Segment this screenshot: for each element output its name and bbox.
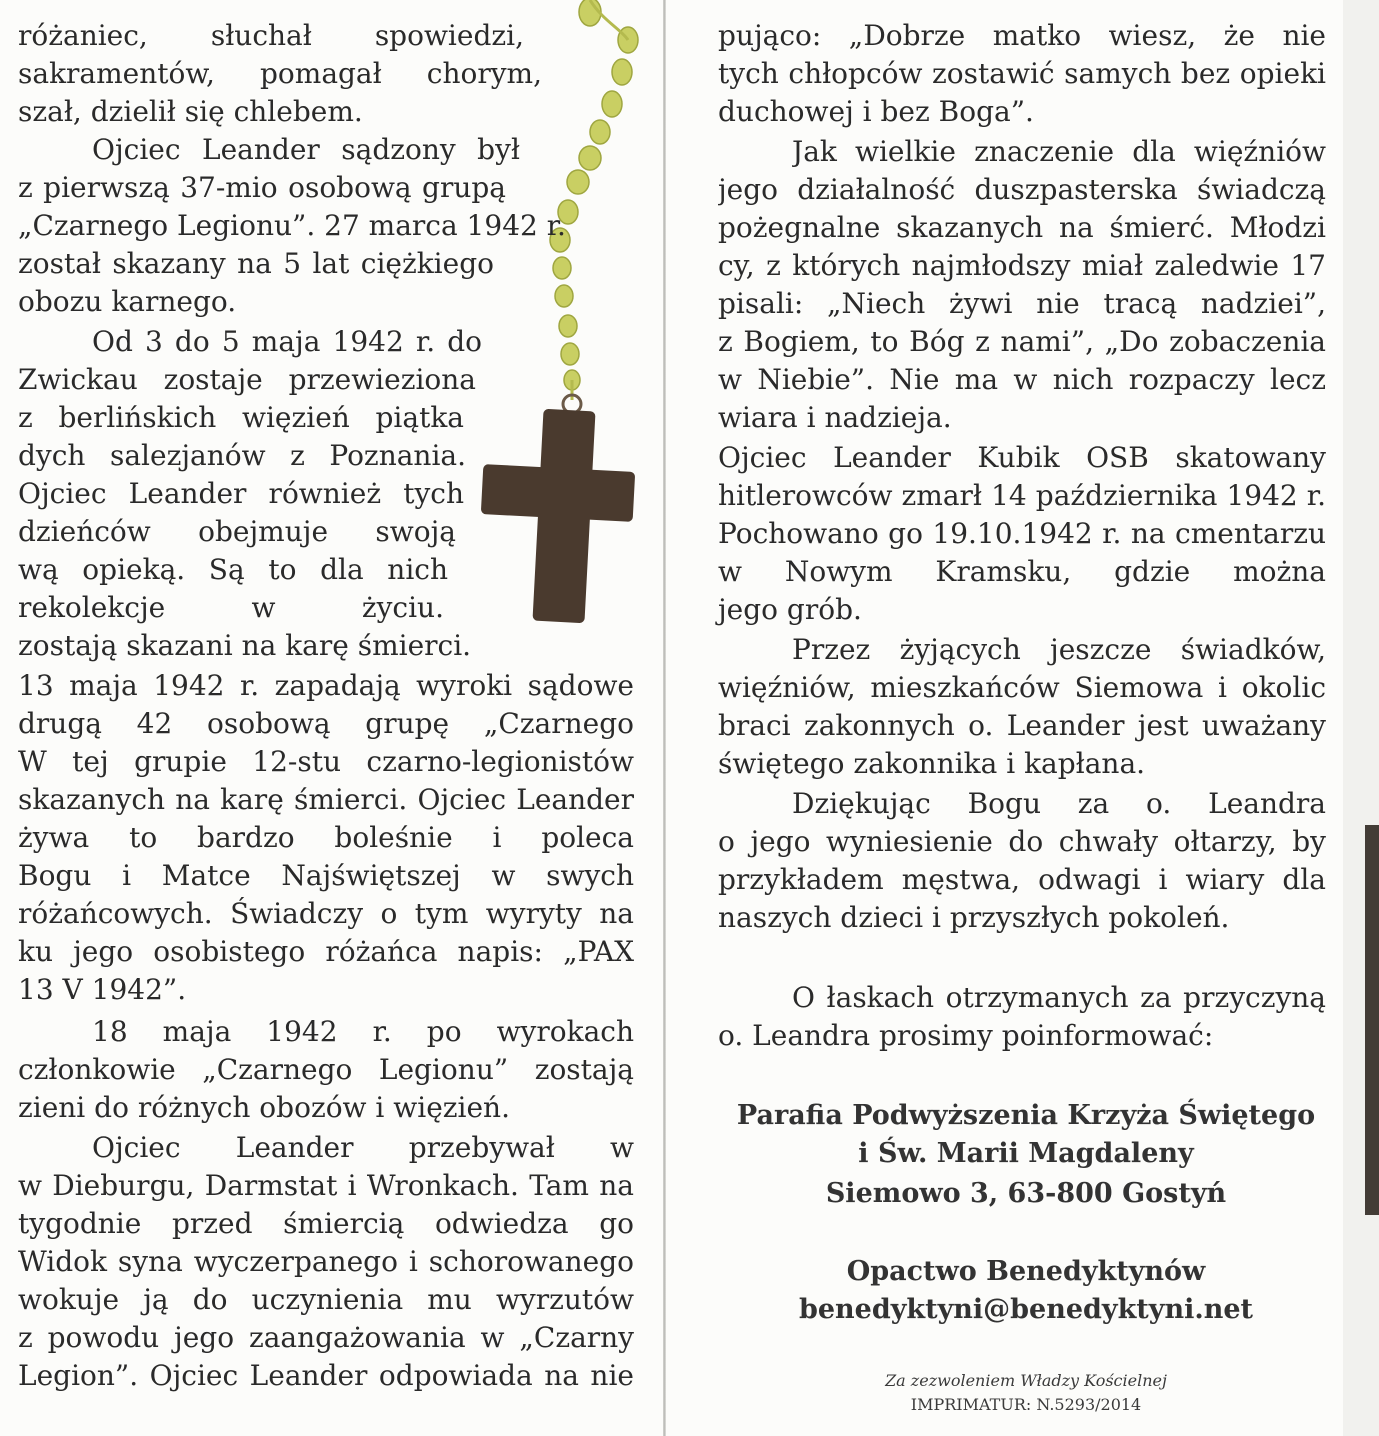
right-column-text-line: z Bogiem, to Bóg z nami”, „Do zobaczenia: [718, 325, 1326, 358]
right-column-text-line: Jak wielkie znaczenie dla więźniów: [792, 135, 1326, 168]
left-column-text-line: różańcowych. Świadczy o tym wyryty na: [18, 897, 634, 930]
right-column-text-line: braci zakonnych o. Leander jest uważany: [718, 709, 1326, 742]
right-column-text-line: o jego wyniesienie do chwały ołtarzy, by: [718, 825, 1326, 858]
left-column-text-line: Od 3 do 5 maja 1942 r. do: [92, 325, 482, 358]
right-column-text-line: cy, z których najmłodszy miał zaledwie 17: [718, 249, 1326, 282]
imprimatur-number: IMPRIMATUR: N.5293/2014: [910, 1395, 1142, 1414]
left-column-text-line: z pierwszą 37-mio osobową grupą: [18, 171, 506, 204]
left-page: [0, 0, 664, 1436]
left-column-text-line: został skazany na 5 lat ciężkiego: [18, 247, 494, 280]
left-column-text-line: Widok syna wyczerpanego i schorowanego: [18, 1245, 634, 1278]
left-column-text-line: Zwickau zostaje przewieziona: [18, 363, 476, 396]
right-column-text-line: pisali: „Niech żywi nie tracą nadziei”,: [718, 287, 1326, 320]
left-column-text-line: 18 maja 1942 r. po wyrokach: [92, 1015, 634, 1048]
right-column-text-line: Ojciec Leander Kubik OSB skatowany: [718, 441, 1326, 474]
left-column-text-line: Ojciec Leander przebywał w: [92, 1131, 634, 1164]
right-column-text-line: tych chłopców zostawić samych bez opieki: [718, 57, 1326, 90]
left-column-text-line: Legion”. Ojciec Leander odpowiada na nie: [18, 1359, 634, 1392]
left-column-text-line: różaniec, słuchał spowiedzi,: [18, 19, 524, 52]
parish-name-line1: Parafia Podwyższenia Krzyża Świętego: [736, 1100, 1316, 1131]
right-column-text-line: przykładem męstwa, odwagi i wiary dla: [718, 863, 1326, 896]
left-column-text-line: sakramentów, pomagał chorym,: [18, 57, 542, 90]
right-column-text-line: naszych dzieci i przyszłych pokoleń.: [718, 901, 1230, 934]
right-column-text-line: wiara i nadzieja.: [718, 401, 952, 434]
page-edge: [1343, 0, 1379, 1436]
parish-name-line2: i Św. Marii Magdaleny: [858, 1138, 1194, 1169]
page-edge-shadow: [1365, 825, 1379, 1215]
left-column-text-line: rekolekcje w życiu.: [18, 591, 444, 624]
left-column-text-line: Ojciec Leander również tych: [18, 477, 464, 510]
parish-address: Siemowo 3, 63-800 Gostyń: [825, 1178, 1227, 1209]
right-column-text-line: Przez żyjących jeszcze świadków,: [792, 633, 1326, 666]
right-column-text-line: świętego zakonnika i kapłana.: [718, 747, 1146, 780]
right-column-text-line: hitlerowców zmarł 14 października 1942 r.: [718, 479, 1326, 512]
left-column-text-line: „Czarnego Legionu”. 27 marca 1942 r.: [18, 209, 566, 242]
left-column-text-line: członkowie „Czarnego Legionu” zostają: [18, 1053, 634, 1086]
right-column-text-line: w Nowym Kramsku, gdzie można: [718, 555, 1326, 588]
abbey-email: benedyktyni@benedyktyni.net: [798, 1294, 1254, 1325]
right-page: [666, 0, 1379, 1436]
left-column-text-line: Ojciec Leander sądzony był: [92, 133, 520, 166]
right-column-text-line: pująco: „Dobrze matko wiesz, że nie: [718, 19, 1326, 52]
left-column-text-line: W tej grupie 12-stu czarno-legionistów: [18, 745, 634, 778]
right-column-text-line: duchowej i bez Boga”.: [718, 95, 1034, 128]
left-column-text-line: tygodnie przed śmiercią odwiedza go: [18, 1207, 634, 1240]
left-column-text-line: szał, dzielił się chlebem.: [18, 95, 363, 128]
right-column-text-line: w Niebie”. Nie ma w nich rozpaczy lecz: [718, 363, 1326, 396]
right-column-text-line: więźniów, mieszkańców Siemowa i okolic: [718, 671, 1326, 704]
imprimatur-permission: Za zezwoleniem Władzy Kościelnej: [885, 1371, 1167, 1390]
left-column-text-line: wokuje ją do uczynienia mu wyrzutów: [18, 1283, 634, 1316]
left-column-text-line: 13 maja 1942 r. zapadają wyroki sądowe: [18, 669, 634, 702]
right-column-text-line: Dziękując Bogu za o. Leandra: [792, 787, 1326, 820]
left-column-text-line: żywa to bardzo boleśnie i poleca: [18, 821, 634, 854]
left-column-text-line: zieni do różnych obozów i więzień.: [18, 1091, 510, 1124]
left-column-text-line: z powodu jego zaangażowania w „Czarny: [18, 1321, 634, 1354]
right-column-text-line: jego grób.: [718, 593, 862, 626]
rosary-cross-image: [472, 0, 652, 640]
left-column-text-line: z berlińskich więzień piątka: [18, 401, 464, 434]
left-column-text-line: wą opieką. Są to dla nich: [18, 553, 448, 586]
right-column-text-line: pożegnalne skazanych na śmierć. Młodzi: [718, 211, 1326, 244]
left-column-text-line: w Dieburgu, Darmstat i Wronkach. Tam na: [18, 1169, 634, 1202]
left-column-text-line: dzieńców obejmuje swoją: [18, 515, 456, 548]
left-column-text-line: Bogu i Matce Najświętszej w swych: [18, 859, 634, 892]
left-column-text-line: obozu karnego.: [18, 285, 237, 318]
right-column-text-line: O łaskach otrzymanych za przyczyną: [792, 981, 1326, 1014]
left-column-text-line: 13 V 1942”.: [18, 973, 187, 1006]
right-column-text-line: jego działalność duszpasterska świadczą: [718, 173, 1326, 206]
left-column-text-line: skazanych na karę śmierci. Ojciec Leander: [18, 783, 634, 816]
left-column-text-line: drugą 42 osobową grupę „Czarnego: [18, 707, 634, 740]
right-column-text-line: o. Leandra prosimy poinformować:: [718, 1019, 1214, 1052]
right-column-text-line: Pochowano go 19.10.1942 r. na cmentarzu: [718, 517, 1326, 550]
left-column-text-line: zostają skazani na karę śmierci.: [18, 629, 472, 662]
abbey-name: Opactwo Benedyktynów: [846, 1256, 1206, 1287]
left-column-text-line: dych salezjanów z Poznania.: [18, 439, 466, 472]
left-column-text-line: ku jego osobistego różańca napis: „PAX: [18, 935, 634, 968]
